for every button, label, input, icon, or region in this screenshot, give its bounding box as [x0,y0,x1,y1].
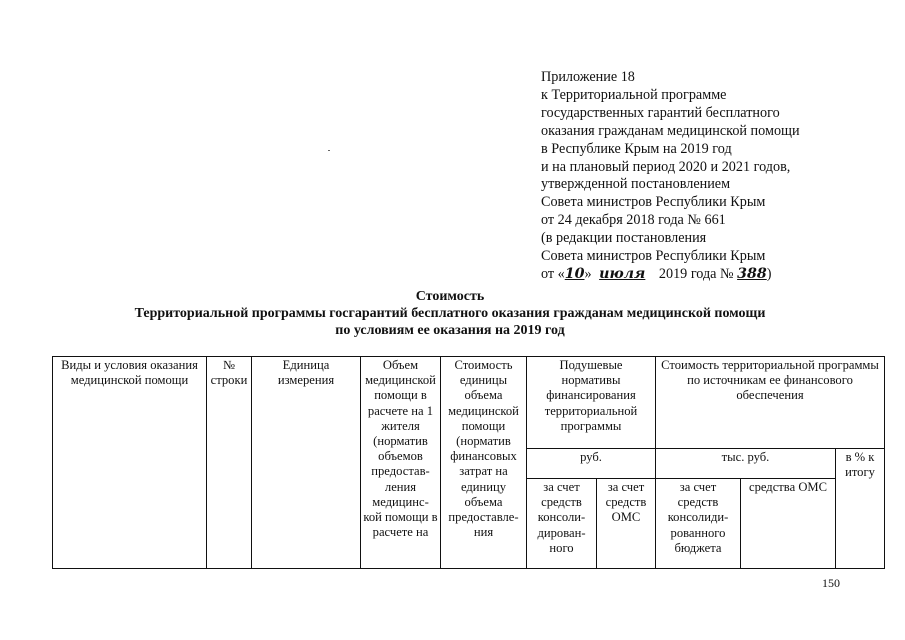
appendix-line: к Территориальной программе [541,86,727,103]
header-volume: Объем медицинской помощи в расчете на 1 жителя (норматив объемов предостав-ления медицинс-кой помощи в расчете на [361,357,441,569]
handwritten-day: 10 [564,265,585,282]
appendix-title: Приложение 18 [541,69,635,85]
scan-speck [328,150,330,151]
appendix-line: Совета министров Республики Крым [541,194,766,211]
header-unit: Единица измерения [252,357,361,569]
date-close: ) [766,265,772,282]
header-consolidated: за счет средств консоли-дирован-ного [527,479,597,569]
page-number: 150 [822,576,840,590]
header-oms-funds: средства ОМС [741,479,836,569]
header-per-capita: Подушевые нормативы финансирования территориальной программы [527,357,656,449]
header-rub: руб. [527,449,656,479]
header-percent: в % к итогу [836,449,885,569]
appendix-block [541,69,871,284]
heading-title: Стоимость [415,289,485,304]
cost-table [52,356,885,569]
header-row-number: № строки [207,357,252,569]
header-types-of-care: Виды и условия оказания медицинской помощи [53,357,207,569]
date-quote: » [584,265,592,282]
appendix-line: от 24 декабря 2018 года № 661 [541,212,726,229]
appendix-line: утвержденной постановлением [541,176,731,193]
table-bottom-rule [52,568,884,569]
handwritten-number: 388 [737,265,767,282]
date-prefix: от « [541,265,565,282]
header-consolidated-budget: за счет средств консолиди-рованного бюджета [656,479,741,569]
appendix-date-line [541,266,871,284]
heading-subtitle: Территориальной программы госгарантий бесплатного оказания гражданам медицинской помощи [134,306,766,321]
appendix-line: Совета министров Республики Крым [541,248,766,265]
appendix-line: и на плановый период 2020 и 2021 годов, [541,158,791,175]
heading-year: по условиям ее оказания на 2019 год [335,323,565,338]
handwritten-month: июля [599,265,646,282]
date-suffix: 2019 года № [658,265,734,282]
header-unit-cost: Стоимость единицы объема медицинской помощи (норматив финансовых затрат на единицу объема предоставле-ния [441,357,527,569]
appendix-line: государственных гарантий бесплатного [541,104,780,121]
appendix-line: (в редакции постановления [541,230,707,247]
header-funding-sources: Стоимость территориальной программы по источникам ее финансового обеспечения [656,357,885,449]
appendix-line: в Республике Крым на 2019 год [541,140,732,157]
header-oms: за счет средств ОМС [597,479,656,569]
appendix-line: оказания гражданам медицинской помощи [541,122,800,139]
header-thous-rub: тыс. руб. [656,449,836,479]
